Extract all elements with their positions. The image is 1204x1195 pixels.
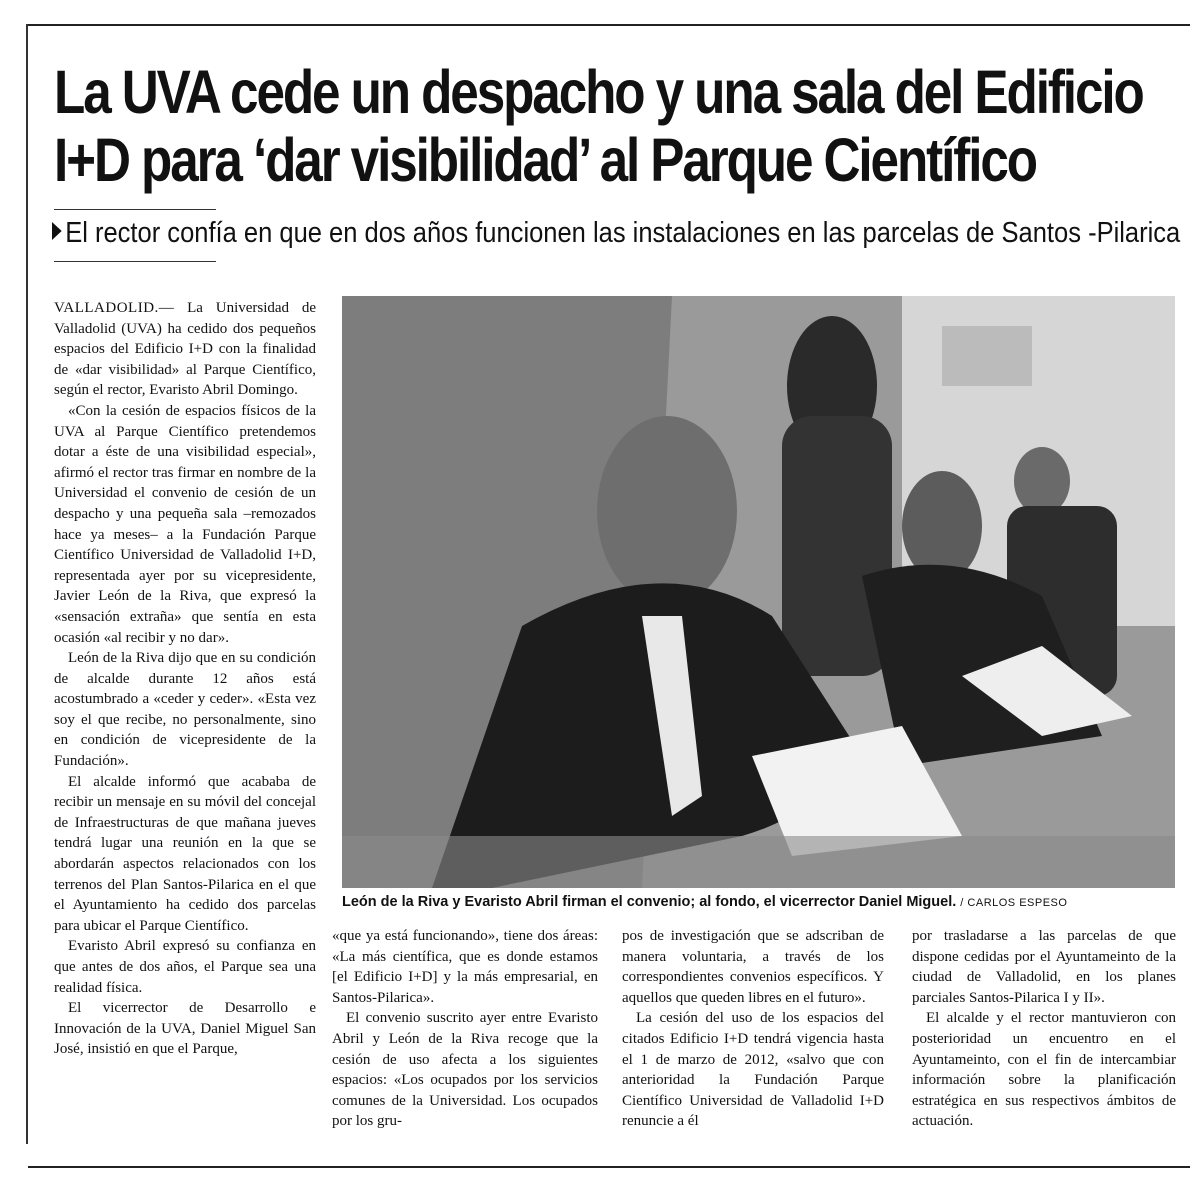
column-4 <box>912 926 1176 1132</box>
column-1 <box>54 298 316 1060</box>
paragraph: El vicerrector de Desarrollo e Innovación de la UVA, Daniel Miguel San José, insistió en que el Parque, <box>54 1000 316 1058</box>
top-border <box>28 24 1190 26</box>
paragraph: La cesión del uso de los espacios del citados Edificio I+D tendrá vigencia hasta el 1 de marzo de 2012, «salvo que con anterioridad la Fundación Parque Científico Universidad de Valladolid I+D renuncie a él <box>622 1010 884 1130</box>
paragraph: El alcalde y el rector mantuvieron con posterioridad un encuentro en el Ayuntameinto, con el fin de intercambiar información sobre la planificación estratégica en sus respectivos ámbitos de actuación. <box>912 1010 1176 1130</box>
photo-caption <box>342 893 1182 912</box>
column-2 <box>332 926 598 1132</box>
paragraph: «que ya está funcionando», tiene dos áreas: «La más científica, que es donde estamos [el Edificio I+D] y la más empresarial, en Santos-Pilarica». <box>332 928 598 1006</box>
column-3 <box>622 926 884 1132</box>
dateline: VALLADOLID.— <box>54 300 175 316</box>
paragraph: «Con la cesión de espacios físicos de la UVA al Parque Científico pretendemos dotar a éste de una visibilidad especial», afirmó el rector tras firmar en nombre de la Universidad el convenio de cesión de un despacho y una pequeña sala –remozados hace ya meses– a la Fundación Parque Científico Universidad de Valladolid I+D, representada ayer por su vicepresidente, Javier León de la Riva, que expresó la «sensación extraña» que sentía en esta ocasión «al recibir y no dar». <box>54 402 316 646</box>
paragraph: VALLADOLID.— La Universidad de Valladolid (UVA) ha cedido dos pequeños espacios del Edificio I+D con la finalidad de «dar visibilidad» al Parque Científico, según el rector, Evaristo Abril Domingo. <box>54 300 317 399</box>
bottom-border <box>28 1166 1190 1168</box>
caption-text: León de la Riva y Evaristo Abril firman el convenio; al fondo, el vicerrector Daniel Miguel. <box>342 894 957 910</box>
paragraph: Evaristo Abril expresó su confianza en que antes de dos años, el Parque sea una realidad física. <box>54 938 316 996</box>
photo-signing-convention <box>342 296 1175 888</box>
headline <box>54 58 1143 194</box>
subhead-rule-top <box>54 209 216 210</box>
headline-line-1: La UVA cede un despacho y una sala del Edificio <box>54 58 1143 126</box>
paragraph: por trasladarse a las parcelas de que dispone cedidas por el Ayuntameinto de la ciudad de Valladolid, en los planes parciales Santos-Pilarica I y II». <box>912 928 1176 1006</box>
paragraph: pos de investigación que se adscriban de manera voluntaria, a través de los correspondientes convenios específicos. Y aquellos que queden libres en el futuro». <box>622 928 884 1006</box>
subheadline <box>52 213 1181 253</box>
photo-credit: / CARLOS ESPESO <box>960 897 1068 909</box>
paragraph: El convenio suscrito ayer entre Evaristo Abril y León de la Riva recoge que la cesión de uso afecta a los siguientes espacios: «Los ocupados por los servicios comunes de la Universidad. Los ocupados por los gru- <box>332 1010 598 1130</box>
triangle-bullet-icon <box>52 222 62 240</box>
subheadline-text: El rector confía en que en dos años funcionen las instalaciones en las parcelas de Santos -Pilarica <box>65 217 1181 249</box>
headline-line-2: I+D para ‘dar visibilidad’ al Parque Científico <box>54 126 1036 194</box>
left-border <box>26 24 28 1144</box>
subhead-rule-bottom <box>54 261 216 262</box>
photo-illustration <box>342 296 1175 888</box>
paragraph: El alcalde informó que acababa de recibir un mensaje en su móvil del concejal de Infraestructuras de que mañana jueves tendrá lugar una reunión en la que se abordarán aspectos relacionados con los terrenos del Plan Santos-Pilarica en el que el Ayuntamiento ha cedido dos parcelas para ubicar el Parque Científico. <box>54 773 316 934</box>
paragraph: León de la Riva dijo que en su condición de alcalde durante 12 años está acostumbrado a «ceder y ceder». «Esta vez soy el que recibe, no personalmente, sino en condición de vicepresidente de la Fundación». <box>54 650 316 770</box>
